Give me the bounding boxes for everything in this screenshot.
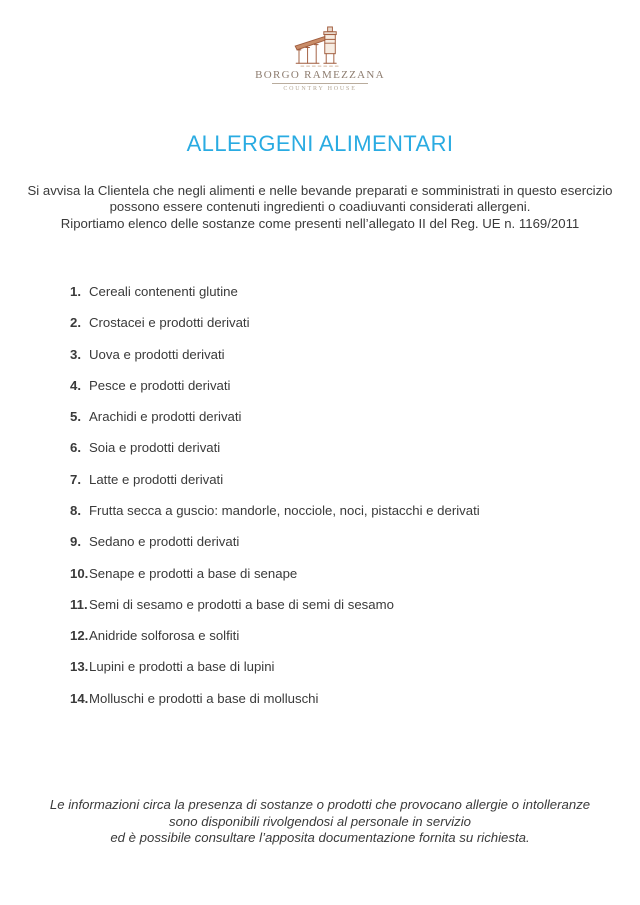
intro-line-3: Riportiamo elenco delle sostanze come presenti nell’allegato II del Reg. UE n. 1169/2011 [60, 215, 580, 231]
allergen-label: Pesce e prodotti derivati [89, 377, 231, 393]
footer-note [0, 797, 640, 847]
allergen-list-item [70, 348, 570, 362]
allergen-list-item [70, 629, 570, 643]
allergen-list-item [70, 504, 570, 518]
allergen-number: 8. [70, 502, 81, 518]
allergen-list-item [70, 316, 570, 330]
allergen-label: Latte e prodotti derivati [89, 471, 224, 487]
allergen-number: 4. [70, 377, 81, 393]
allergen-number: 3. [70, 346, 81, 362]
logo [0, 26, 640, 92]
allergen-list-item [70, 379, 570, 393]
allergen-number: 11. [70, 596, 88, 612]
allergen-list-item [70, 598, 570, 612]
intro-line-1: Si avvisa la Clientela che negli alimenti e nelle bevande preparati e somministrati in questo esercizio [27, 183, 613, 198]
allergen-number: 7. [70, 471, 81, 487]
logo-divider [272, 83, 368, 84]
allergen-label: Frutta secca a guscio: mandorle, nocciole, noci, pistacchi e derivati [89, 502, 480, 518]
allergen-list-item [70, 285, 570, 299]
allergen-label: Soia e prodotti derivati [89, 440, 221, 456]
logo-name: BORGO RAMEZZANA [255, 69, 385, 81]
allergen-number: 12. [70, 628, 89, 644]
allergen-list [70, 285, 570, 723]
footer-line-2: sono disponibili rivolgendosi al personale in servizio [168, 813, 472, 829]
allergen-number: 14. [70, 690, 89, 706]
allergen-label: Molluschi e prodotti a base di molluschi [89, 690, 319, 706]
allergen-number: 2. [70, 315, 81, 331]
allergen-label: Sedano e prodotti derivati [89, 534, 240, 550]
intro-line-2: possono essere contenuti ingredienti o coadiuvanti considerati allergeni. [109, 199, 531, 215]
footer-line-3: ed è possibile consultare l’apposita documentazione fornita su richiesta. [110, 830, 530, 846]
allergen-label: Semi di sesamo e prodotti a base di semi di sesamo [89, 596, 394, 612]
allergen-label: Anidride solforosa e solfiti [89, 628, 240, 644]
allergen-list-item [70, 692, 570, 706]
page-title: ALLERGENI ALIMENTARI [186, 131, 454, 156]
allergen-list-item [70, 473, 570, 487]
allergen-number: 1. [70, 284, 81, 299]
allergen-number: 10. [70, 565, 89, 581]
allergen-list-item [70, 441, 570, 455]
intro-paragraph [0, 183, 640, 232]
allergen-label: Cereali contenenti glutine [89, 284, 238, 299]
allergen-label: Arachidi e prodotti derivati [89, 409, 242, 425]
allergen-number: 13. [70, 659, 89, 675]
logo-subtitle: COUNTRY HOUSE [283, 86, 357, 92]
allergen-label: Uova e prodotti derivati [89, 346, 225, 362]
allergen-number: 5. [70, 409, 81, 425]
country-house-sketch-icon [290, 26, 350, 68]
footer-line-1: Le informazioni circa la presenza di sostanze o prodotti che provocano allergie o intolleranze [49, 797, 591, 812]
allergen-list-item [70, 567, 570, 581]
allergen-label: Crostacei e prodotti derivati [89, 315, 250, 331]
allergen-list-item [70, 535, 570, 549]
allergen-label: Lupini e prodotti a base di lupini [89, 659, 275, 675]
allergen-label: Senape e prodotti a base di senape [89, 565, 298, 581]
allergen-list-item [70, 410, 570, 424]
allergen-number: 6. [70, 440, 81, 456]
allergen-number: 9. [70, 534, 81, 550]
allergen-list-item [70, 660, 570, 674]
